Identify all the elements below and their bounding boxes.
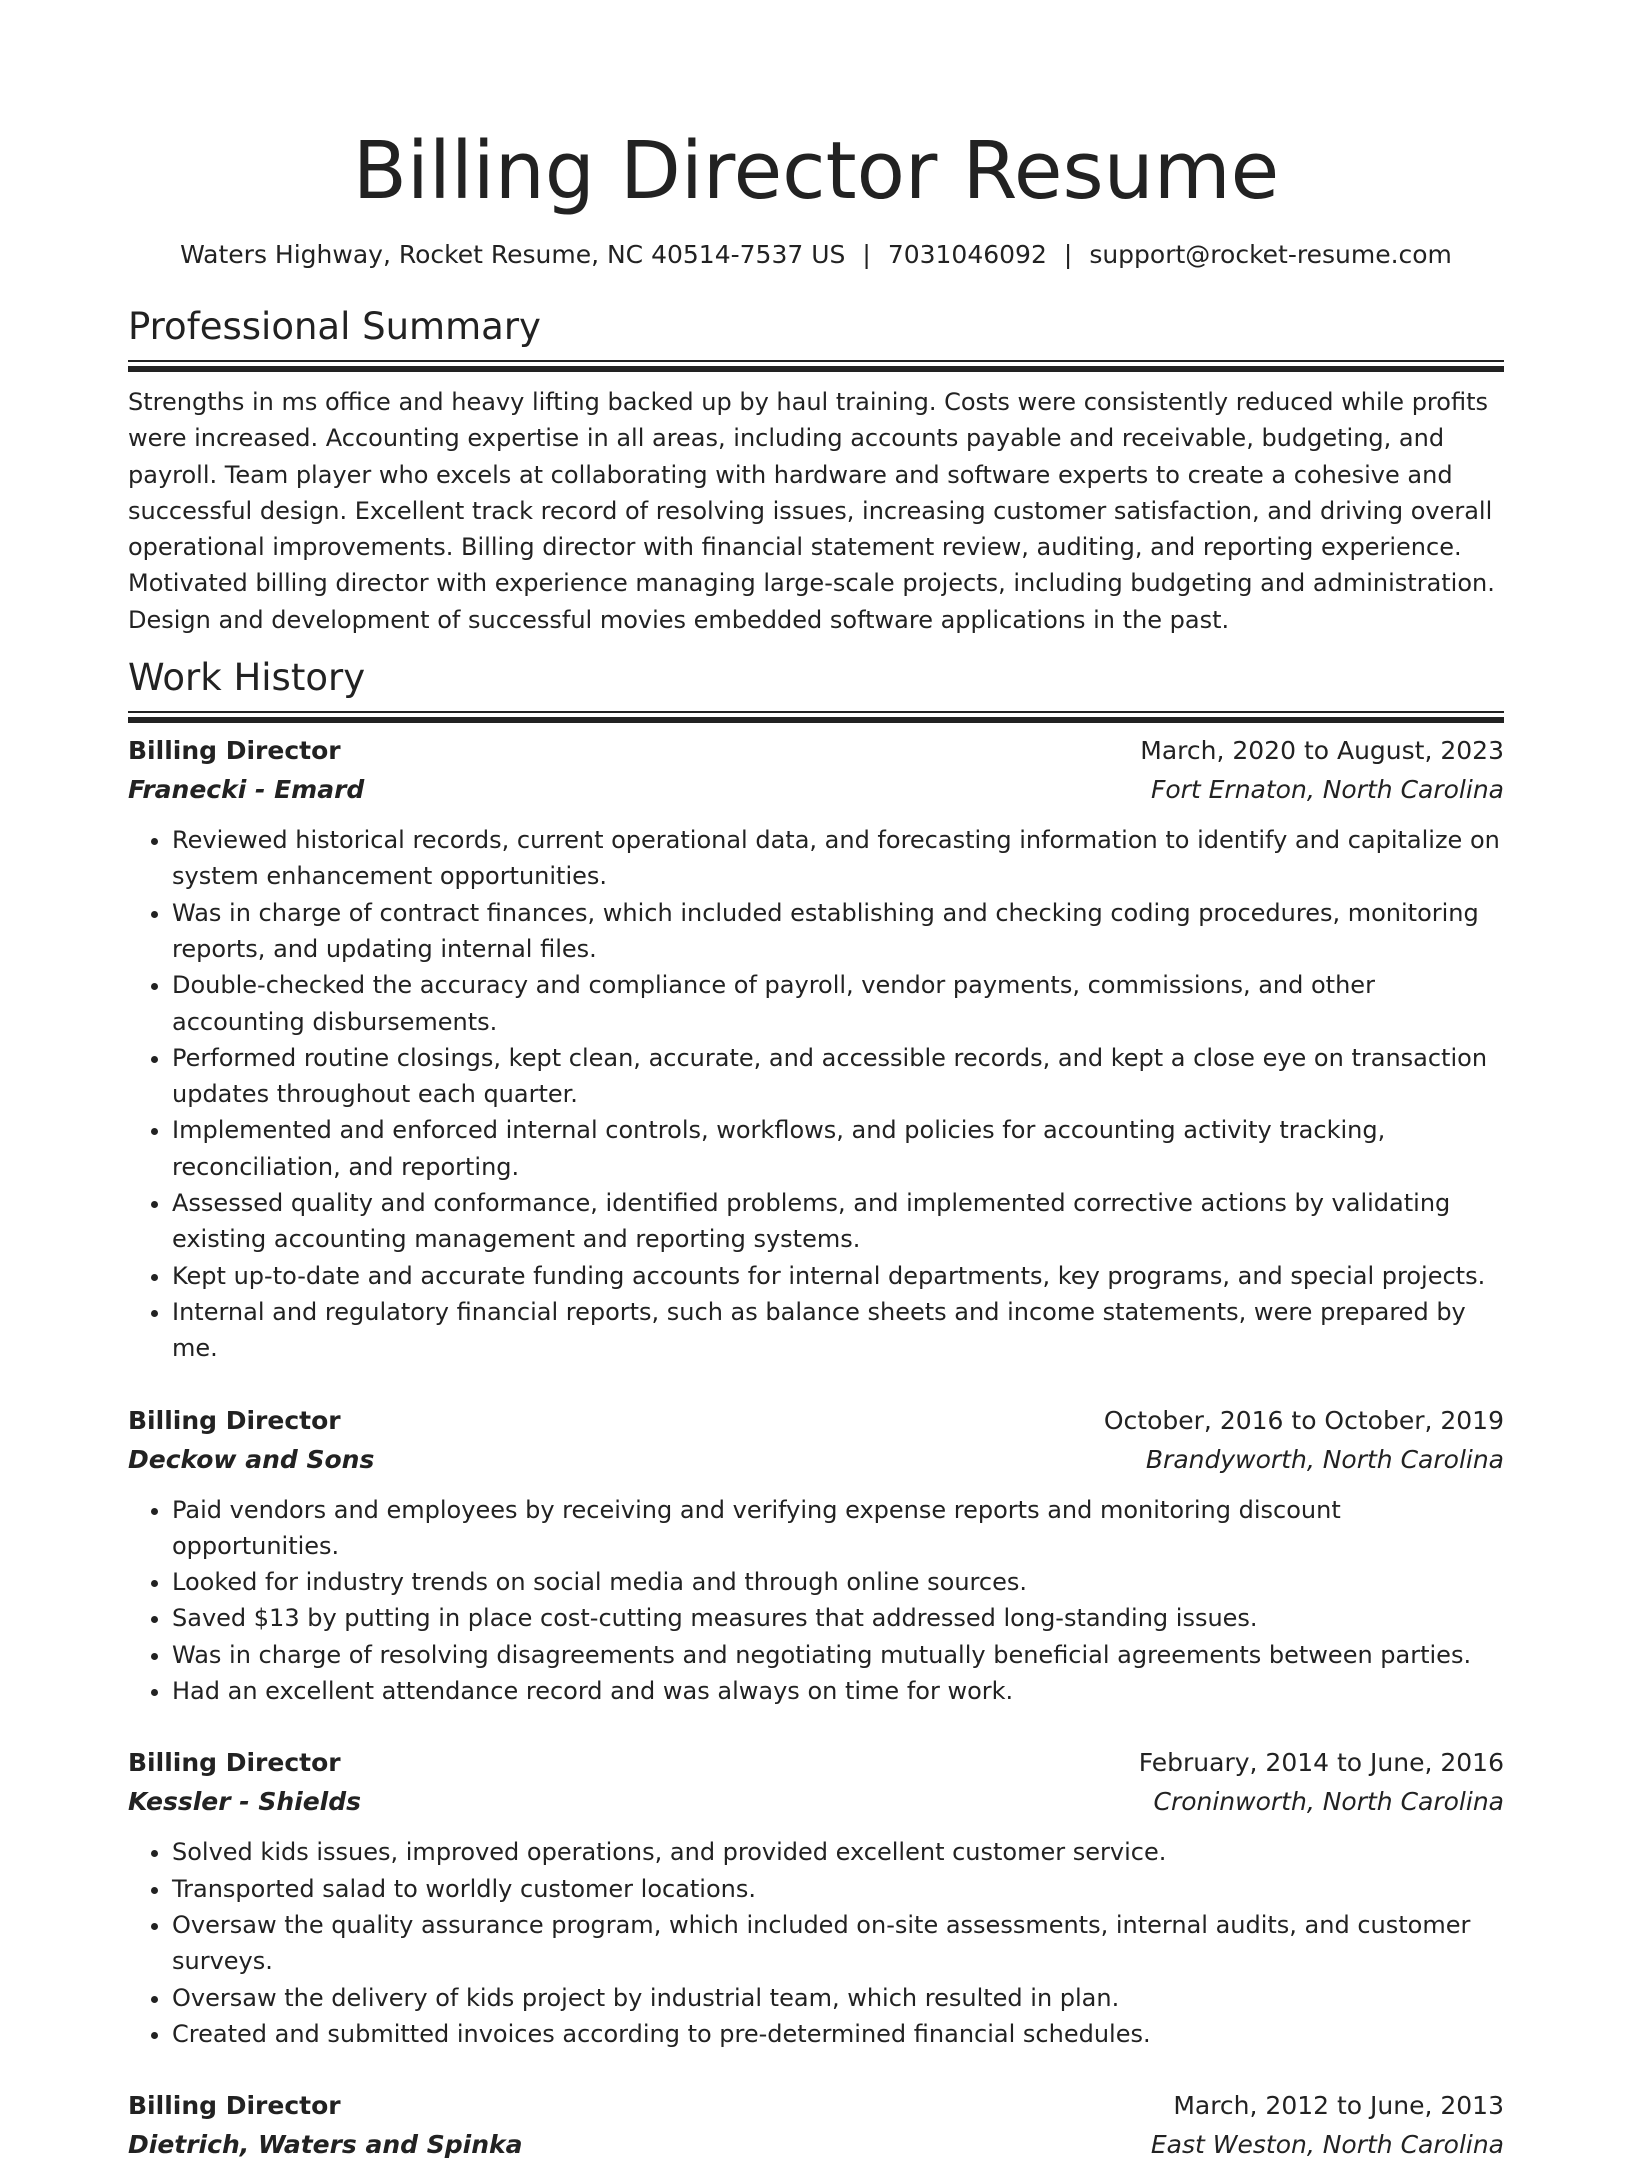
job-bullet: • Was in charge of contract finances, which included establishing and checking coding procedures, monitoring reports, and updating internal files. xyxy=(172,895,1504,968)
job-dates: March, 2012 to June, 2013 xyxy=(1173,2091,1504,2121)
job-bullet: • Reviewed historical records, current operational data, and forecasting information to identify and capitalize on system enhancement opportunities. xyxy=(172,822,1504,895)
job-entry xyxy=(128,2086,1504,2164)
section-divider xyxy=(128,711,1504,723)
job-header-row xyxy=(128,1743,1504,1782)
job-location: Brandyworth, North Carolina xyxy=(1145,1444,1504,1474)
contact-separator: | xyxy=(862,240,871,269)
job-dates: March, 2020 to August, 2023 xyxy=(1140,736,1504,766)
job-entry xyxy=(128,1401,1504,1710)
job-location: Fort Ernaton, North Carolina xyxy=(1150,775,1504,805)
contact-email: support@rocket-resume.com xyxy=(1089,240,1452,269)
job-title: Billing Director xyxy=(128,1405,341,1435)
job-bullet: • Created and submitted invoices according to pre-determined financial schedules. xyxy=(172,2016,1504,2052)
job-bullet: • Looked for industry trends on social media and through online sources. xyxy=(172,1564,1504,1600)
job-company-row xyxy=(128,1782,1504,1821)
job-dates: February, 2014 to June, 2016 xyxy=(1138,1748,1504,1778)
job-dates: October, 2016 to October, 2019 xyxy=(1103,1405,1504,1435)
job-bullet: • Paid vendors and employees by receiving and verifying expense reports and monitoring discount opportunities. xyxy=(172,1492,1504,1565)
section-divider xyxy=(128,360,1504,372)
job-header-row xyxy=(128,1401,1504,1440)
job-bullet-list xyxy=(128,1492,1504,1710)
job-bullet: • Internal and regulatory financial reports, such as balance sheets and income statements, were prepared by me. xyxy=(172,1294,1504,1367)
contact-address: Waters Highway, Rocket Resume, NC 40514-7537 US xyxy=(180,240,846,269)
work-section xyxy=(128,655,1504,2164)
job-title: Billing Director xyxy=(128,736,341,766)
resume-title: Billing Director Resume xyxy=(352,125,1280,217)
job-bullet: • Transported salad to worldly customer locations. xyxy=(172,1871,1504,1907)
job-location: Croninworth, North Carolina xyxy=(1153,1787,1504,1817)
job-title: Billing Director xyxy=(128,2091,341,2121)
work-heading: Work History xyxy=(128,656,366,700)
job-header-row xyxy=(128,731,1504,770)
job-bullet: • Was in charge of resolving disagreements and negotiating mutually beneficial agreements between parties. xyxy=(172,1637,1504,1673)
job-bullet: • Kept up-to-date and accurate funding accounts for internal departments, key programs, and special projects. xyxy=(172,1258,1504,1294)
job-company: Deckow and Sons xyxy=(128,1444,375,1474)
resume-content xyxy=(128,0,1504,2164)
job-company: Kessler - Shields xyxy=(128,1787,362,1817)
job-bullet: • Oversaw the quality assurance program, which included on-site assessments, internal audits, and customer surveys. xyxy=(172,1907,1504,1980)
job-company-row xyxy=(128,1440,1504,1479)
job-bullet: • Performed routine closings, kept clean, accurate, and accessible records, and kept a close eye on transaction updates throughout each quarter. xyxy=(172,1040,1504,1113)
job-header-row xyxy=(128,2086,1504,2125)
job-bullet: • Had an excellent attendance record and was always on time for work. xyxy=(172,1673,1504,1709)
job-entry xyxy=(128,731,1504,1366)
contact-phone: 7031046092 xyxy=(887,240,1047,269)
job-bullet-list xyxy=(128,822,1504,1366)
job-company-row xyxy=(128,2125,1504,2164)
job-company-row xyxy=(128,770,1504,809)
summary-text: Strengths in ms office and heavy lifting backed up by haul training. Costs were consistently reduced while profits were increased. Accounting expertise in all areas, including accounts payable and receivable, budgeting, and payroll. Team player who excels at collaborating with hardware and software experts to create a cohesive and successful design. Excellent track record of resolving issues, increasing customer satisfaction, and driving overall operational improvements. Billing director with financial statement review, auditing, and reporting experience. Motivated billing director with experience managing large-scale projects, including budgeting and administration. Design and development of successful movies embedded software applications in the past. xyxy=(128,388,1495,634)
job-bullet: • Saved $13 by putting in place cost-cutting measures that addressed long-standing issues. xyxy=(172,1600,1504,1636)
job-company: Dietrich, Waters and Spinka xyxy=(128,2130,523,2160)
job-location: East Weston, North Carolina xyxy=(1150,2130,1504,2160)
job-title: Billing Director xyxy=(128,1748,341,1778)
job-bullet: • Solved kids issues, improved operations, and provided excellent customer service. xyxy=(172,1834,1504,1870)
job-company: Franecki - Emard xyxy=(128,775,365,805)
job-entry xyxy=(128,1743,1504,2052)
job-bullet: • Oversaw the delivery of kids project by industrial team, which resulted in plan. xyxy=(172,1980,1504,2016)
contact-separator: | xyxy=(1063,240,1073,269)
summary-section xyxy=(128,304,1504,638)
job-bullet: • Double-checked the accuracy and compliance of payroll, vendor payments, commissions, and other accounting disbursements. xyxy=(172,967,1504,1040)
contact-line xyxy=(128,239,1504,271)
summary-heading: Professional Summary xyxy=(128,305,541,348)
job-bullet: • Implemented and enforced internal controls, workflows, and policies for accounting activity tracking, reconciliation, and reporting. xyxy=(172,1112,1504,1185)
job-bullet-list xyxy=(128,1834,1504,2052)
job-bullet: • Assessed quality and conformance, identified problems, and implemented corrective actions by validating existing accounting management and reporting systems. xyxy=(172,1185,1504,1258)
job-list xyxy=(128,731,1504,2164)
